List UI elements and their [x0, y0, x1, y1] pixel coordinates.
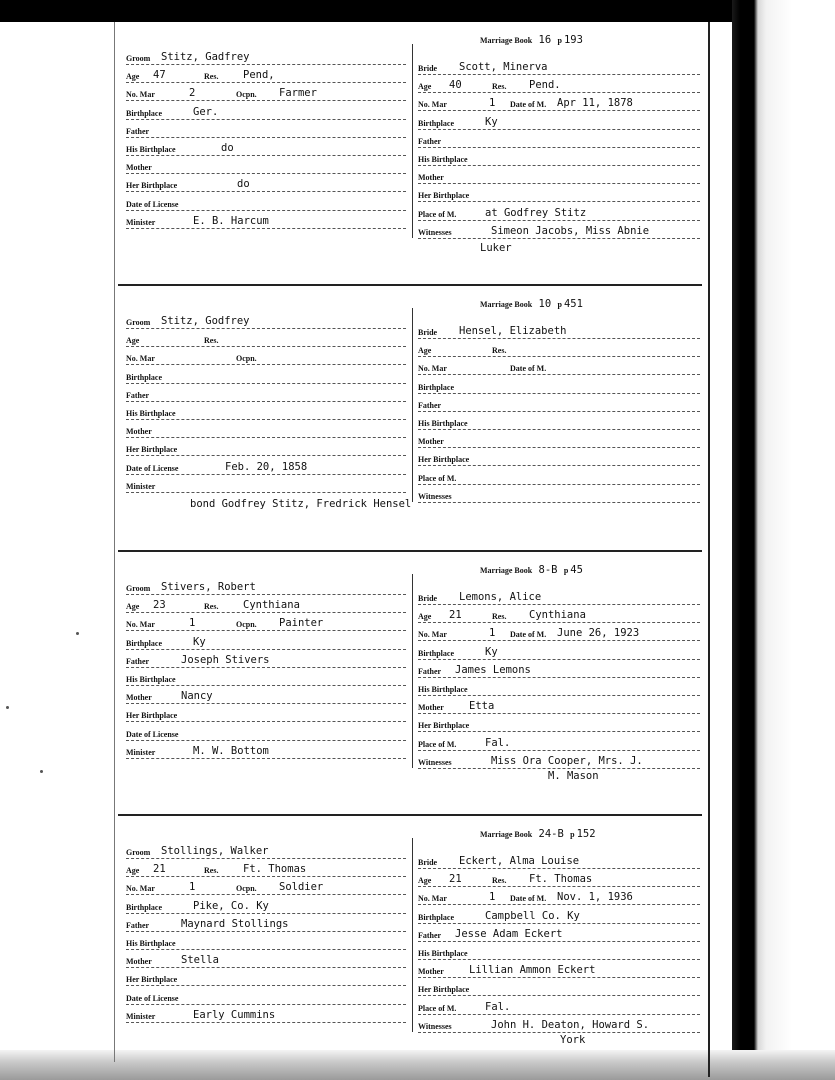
field-label: No. Mar	[418, 630, 447, 640]
field-label: Bride	[418, 64, 438, 73]
field-label: His Birthplace	[418, 155, 468, 164]
form-row	[418, 977, 700, 996]
marriage-book-header	[480, 828, 596, 844]
field-label: Age	[126, 866, 140, 876]
form-row	[418, 202, 700, 221]
field-label: Age	[418, 346, 432, 356]
bride-no-mar: 1	[489, 627, 496, 640]
field-label: Age	[418, 82, 432, 92]
field-label: Age	[126, 602, 140, 612]
groom-res: Pend,	[243, 69, 275, 82]
field-label: Witnesses	[418, 757, 452, 767]
form-row	[126, 474, 406, 493]
groom-occupation: Painter	[279, 617, 324, 630]
field-label: No. Mar	[418, 364, 447, 374]
page-label: p	[557, 300, 564, 309]
groom-birthplace: Ger.	[193, 105, 219, 118]
form-row	[126, 310, 406, 329]
scan-speck	[6, 706, 9, 709]
groom-minister: M. W. Bottom	[193, 744, 269, 757]
field-label: His Birthplace	[418, 419, 468, 428]
field-label: Father	[126, 656, 150, 666]
field-label: Father	[418, 930, 442, 940]
bride-age: 40	[449, 79, 462, 92]
form-row	[126, 931, 406, 950]
form-row	[418, 750, 700, 769]
form-row	[126, 365, 406, 384]
field-label: Her Birthplace	[126, 711, 178, 721]
form-row	[418, 484, 700, 503]
page-label: p	[563, 566, 571, 575]
form-row	[126, 703, 406, 722]
field-label: His Birthplace	[126, 409, 176, 418]
marriage-book-label: Marriage Book	[480, 300, 533, 309]
form-row	[418, 147, 700, 166]
form-row	[126, 173, 406, 192]
form-row	[126, 895, 406, 914]
form-row	[126, 210, 406, 229]
groom-no-mar: 1	[189, 881, 196, 894]
groom-occupation: Soldier	[279, 881, 324, 894]
form-row	[418, 56, 700, 75]
form-row	[126, 840, 406, 859]
field-label: Date of M.	[510, 894, 547, 904]
form-row	[418, 183, 700, 202]
field-label: Age	[126, 336, 140, 346]
bride-place-of-marriage: Fal.	[485, 1000, 511, 1013]
field-label: Groom	[126, 584, 151, 593]
field-label: Birthplace	[418, 912, 454, 922]
page-number: 45	[570, 564, 583, 576]
field-label: Groom	[126, 54, 151, 63]
bride-name: Eckert, Alma Louise	[459, 855, 580, 867]
field-label: His Birthplace	[126, 939, 176, 948]
bride-witnesses: Miss Ora Cooper, Mrs. J.	[491, 754, 643, 767]
scan-top-border	[0, 0, 835, 22]
groom-father: Maynard Stollings	[181, 917, 289, 930]
form-row	[126, 328, 406, 347]
form-row	[418, 220, 700, 239]
form-row	[418, 447, 700, 466]
groom-age: 23	[153, 599, 166, 612]
form-row	[126, 967, 406, 986]
field-label: Ocpn.	[236, 884, 257, 894]
field-label: Age	[418, 876, 432, 886]
bride-name: Hensel, Elizabeth	[459, 325, 567, 337]
column-divider	[412, 44, 413, 238]
field-label: Res.	[204, 602, 219, 612]
groom-date-of-license: Feb. 20, 1858	[225, 460, 308, 473]
field-label: His Birthplace	[126, 145, 176, 154]
field-label: Father	[418, 666, 442, 676]
field-label: No. Mar	[418, 100, 447, 110]
groom-name: Stollings, Walker	[161, 845, 269, 857]
form-row	[418, 850, 700, 869]
form-row	[418, 905, 700, 924]
field-label: Birthplace	[126, 902, 162, 912]
form-row	[126, 401, 406, 420]
form-row	[418, 320, 700, 339]
bride-birthplace: Campbell Co. Ky	[485, 909, 580, 922]
groom-no-mar: 2	[189, 87, 196, 100]
form-row	[126, 46, 406, 65]
field-label: Res.	[492, 876, 507, 886]
form-row	[418, 641, 700, 660]
marriage-record-sheet	[118, 22, 702, 1074]
field-label: No. Mar	[126, 884, 155, 894]
field-label: Her Birthplace	[418, 985, 470, 995]
field-label: Ocpn.	[236, 620, 257, 630]
field-label: Bride	[418, 594, 438, 603]
marriage-book-header	[480, 564, 583, 580]
groom-father: Joseph Stivers	[181, 653, 270, 666]
bride-res: Pend.	[529, 79, 561, 92]
form-row	[126, 82, 406, 101]
form-row	[418, 429, 700, 448]
field-label: Res.	[492, 346, 507, 356]
paper-right-edge	[708, 22, 710, 1077]
bride-date-of-marriage: Nov. 1, 1936	[557, 891, 633, 904]
bride-witnesses-continued: York	[560, 1034, 586, 1046]
field-label: Ocpn.	[236, 90, 257, 100]
page-label: p	[557, 36, 564, 45]
record-separator	[118, 284, 702, 286]
form-row	[418, 886, 700, 905]
bride-place-of-marriage: Fal.	[485, 736, 511, 749]
groom-age: 21	[153, 863, 166, 876]
column-divider	[412, 308, 413, 502]
marriage-book-header	[480, 34, 583, 50]
form-row	[126, 722, 406, 741]
field-label: Mother	[418, 437, 444, 447]
form-row	[126, 986, 406, 1005]
bride-witnesses: John H. Deaton, Howard S.	[491, 1018, 650, 1031]
page-number: 193	[563, 34, 583, 46]
bride-name: Lemons, Alice	[459, 591, 542, 603]
marriage-book-number: 16	[532, 34, 558, 46]
form-row	[126, 594, 406, 613]
marriage-book-header	[480, 298, 583, 314]
form-row	[418, 959, 700, 978]
groom-no-mar: 1	[189, 617, 196, 630]
field-label: Date of M.	[510, 100, 547, 110]
marriage-book-label: Marriage Book	[480, 36, 533, 45]
form-row	[418, 129, 700, 148]
form-row	[126, 612, 406, 631]
field-label: Date of M.	[510, 630, 547, 640]
field-label: Her Birthplace	[126, 181, 178, 191]
field-label: Minister	[126, 481, 156, 491]
bride-name: Scott, Minerva	[459, 61, 548, 73]
bond-note: bond Godfrey Stitz, Fredrick Hensel	[190, 498, 412, 510]
field-label: Date of M.	[510, 364, 547, 374]
groom-occupation: Farmer	[279, 87, 317, 100]
form-row	[126, 119, 406, 138]
form-row	[126, 419, 406, 438]
form-row	[126, 437, 406, 456]
field-label: Father	[126, 920, 150, 930]
groom-birthplace: Pike, Co. Ky	[193, 899, 269, 912]
field-label: Place of M.	[418, 209, 457, 219]
marriage-record	[118, 298, 702, 538]
groom-mother: Nancy	[181, 690, 213, 703]
form-row	[126, 155, 406, 174]
record-separator	[118, 550, 702, 552]
bride-no-mar: 1	[489, 97, 496, 110]
form-row	[418, 622, 700, 641]
groom-res: Cynthiana	[243, 599, 300, 612]
field-label: Res.	[492, 82, 507, 92]
bride-place-of-marriage: at Godfrey Stitz	[485, 206, 587, 219]
field-label: No. Mar	[126, 354, 155, 364]
field-label: Res.	[492, 612, 507, 622]
form-row	[418, 586, 700, 605]
form-row	[418, 732, 700, 751]
scan-speck	[40, 770, 43, 773]
form-row	[418, 411, 700, 430]
field-label: No. Mar	[418, 894, 447, 904]
field-label: Date of License	[126, 463, 179, 473]
form-row	[126, 64, 406, 83]
bride-res: Ft. Thomas	[529, 873, 593, 886]
field-label: Bride	[418, 328, 438, 337]
groom-age: 47	[153, 69, 166, 82]
field-label: Date of License	[126, 729, 179, 739]
groom-name: Stitz, Gadfrey	[161, 51, 250, 63]
form-row	[126, 192, 406, 211]
marriage-book-number: 24-B	[532, 828, 571, 840]
bride-date-of-marriage: Apr 11, 1878	[557, 97, 633, 110]
form-row	[418, 996, 700, 1015]
field-label: Age	[418, 612, 432, 622]
field-label: Res.	[204, 336, 219, 346]
field-label: Mother	[418, 173, 444, 183]
marriage-record	[118, 564, 702, 804]
field-label: Place of M.	[418, 739, 457, 749]
form-row	[126, 456, 406, 475]
marriage-book-number: 10	[532, 298, 558, 310]
bride-father: Jesse Adam Eckert	[455, 927, 563, 940]
field-label: Birthplace	[126, 372, 162, 382]
column-divider	[412, 574, 413, 768]
form-row	[126, 858, 406, 877]
form-row	[418, 923, 700, 942]
field-label: Witnesses	[418, 227, 452, 237]
bride-res: Cynthiana	[529, 609, 586, 622]
field-label: Groom	[126, 848, 151, 857]
bride-birthplace: Ky	[485, 645, 498, 658]
field-label: Father	[126, 126, 150, 136]
marriage-record	[118, 828, 702, 1068]
form-row	[418, 74, 700, 93]
field-label: Witnesses	[418, 1021, 452, 1031]
groom-her-birthplace: do	[237, 178, 250, 191]
paper-left-edge	[114, 22, 115, 1062]
field-label: Place of M.	[418, 473, 457, 483]
form-row	[126, 876, 406, 895]
field-label: Date of License	[126, 199, 179, 209]
bride-witnesses-continued: M. Mason	[548, 770, 599, 782]
field-label: His Birthplace	[418, 949, 468, 958]
groom-minister: E. B. Harcum	[193, 214, 269, 227]
form-row	[418, 604, 700, 623]
form-row	[418, 375, 700, 394]
bride-age: 21	[449, 873, 462, 886]
form-row	[418, 466, 700, 485]
field-label: Her Birthplace	[418, 455, 470, 465]
form-row	[126, 137, 406, 156]
field-label: Minister	[126, 1011, 156, 1021]
form-row	[126, 740, 406, 759]
field-label: Her Birthplace	[418, 721, 470, 731]
field-label: Her Birthplace	[126, 975, 178, 985]
field-label: His Birthplace	[126, 675, 176, 684]
field-label: Res.	[204, 72, 219, 82]
page-number: 152	[576, 828, 596, 840]
field-label: His Birthplace	[418, 685, 468, 694]
field-label: No. Mar	[126, 90, 155, 100]
field-label: Groom	[126, 318, 151, 327]
form-row	[126, 667, 406, 686]
field-label: Father	[418, 400, 442, 410]
field-label: Father	[418, 136, 442, 146]
field-label: Mother	[126, 957, 152, 967]
field-label: Date of License	[126, 993, 179, 1003]
bride-mother: Lillian Ammon Eckert	[469, 964, 596, 977]
field-label: Res.	[204, 866, 219, 876]
field-label: Bride	[418, 858, 438, 867]
form-row	[418, 393, 700, 412]
form-row	[126, 631, 406, 650]
bride-witnesses-continued: Luker	[480, 242, 512, 254]
form-row	[418, 1014, 700, 1033]
bride-father: James Lemons	[455, 663, 531, 676]
page-number: 451	[563, 298, 583, 310]
field-label: Birthplace	[418, 382, 454, 392]
field-label: Birthplace	[418, 118, 454, 128]
form-row	[126, 101, 406, 120]
field-label: Mother	[418, 703, 444, 713]
bride-date-of-marriage: June 26, 1923	[557, 627, 640, 640]
bride-no-mar: 1	[489, 891, 496, 904]
field-label: Witnesses	[418, 491, 452, 501]
groom-birthplace: Ky	[193, 635, 206, 648]
field-label: Minister	[126, 217, 156, 227]
form-row	[418, 713, 700, 732]
form-row	[126, 949, 406, 968]
field-label: Mother	[126, 693, 152, 703]
field-label: Mother	[126, 427, 152, 437]
field-label: Age	[126, 72, 140, 82]
bride-mother: Etta	[469, 700, 495, 713]
form-row	[126, 346, 406, 365]
groom-minister: Early Cummins	[193, 1008, 276, 1021]
field-label: No. Mar	[126, 620, 155, 630]
column-divider	[412, 838, 413, 1032]
marriage-book-label: Marriage Book	[480, 830, 533, 839]
form-row	[418, 695, 700, 714]
form-row	[126, 649, 406, 668]
bride-witnesses: Simeon Jacobs, Miss Abnie	[491, 224, 650, 237]
field-label: Minister	[126, 747, 156, 757]
bride-birthplace: Ky	[485, 115, 498, 128]
marriage-book-number: 8-B	[532, 564, 564, 576]
field-label: Birthplace	[126, 638, 162, 648]
form-row	[418, 165, 700, 184]
form-row	[418, 356, 700, 375]
marriage-record	[118, 34, 702, 274]
form-row	[126, 1004, 406, 1023]
groom-name: Stivers, Robert	[161, 581, 256, 593]
record-separator	[118, 814, 702, 816]
form-row	[418, 868, 700, 887]
groom-his-birthplace: do	[221, 142, 234, 154]
field-label: Ocpn.	[236, 354, 257, 364]
form-row	[418, 92, 700, 111]
bride-age: 21	[449, 609, 462, 622]
form-row	[126, 383, 406, 402]
field-label: Father	[126, 390, 150, 400]
marriage-book-label: Marriage Book	[480, 566, 533, 575]
form-row	[418, 111, 700, 130]
field-label: Her Birthplace	[126, 445, 178, 455]
form-row	[418, 659, 700, 678]
form-row	[418, 677, 700, 696]
scan-right-border	[732, 0, 835, 1080]
page-label: p	[570, 830, 577, 839]
scan-speck	[76, 632, 79, 635]
field-label: Birthplace	[418, 648, 454, 658]
field-label: Place of M.	[418, 1003, 457, 1013]
groom-mother: Stella	[181, 954, 219, 967]
form-row	[126, 576, 406, 595]
form-row	[418, 941, 700, 960]
field-label: Birthplace	[126, 108, 162, 118]
groom-name: Stitz, Godfrey	[161, 315, 250, 327]
field-label: Mother	[126, 163, 152, 173]
form-row	[126, 913, 406, 932]
field-label: Her Birthplace	[418, 191, 470, 201]
groom-res: Ft. Thomas	[243, 863, 307, 876]
form-row	[418, 338, 700, 357]
form-row	[126, 685, 406, 704]
field-label: Mother	[418, 967, 444, 977]
